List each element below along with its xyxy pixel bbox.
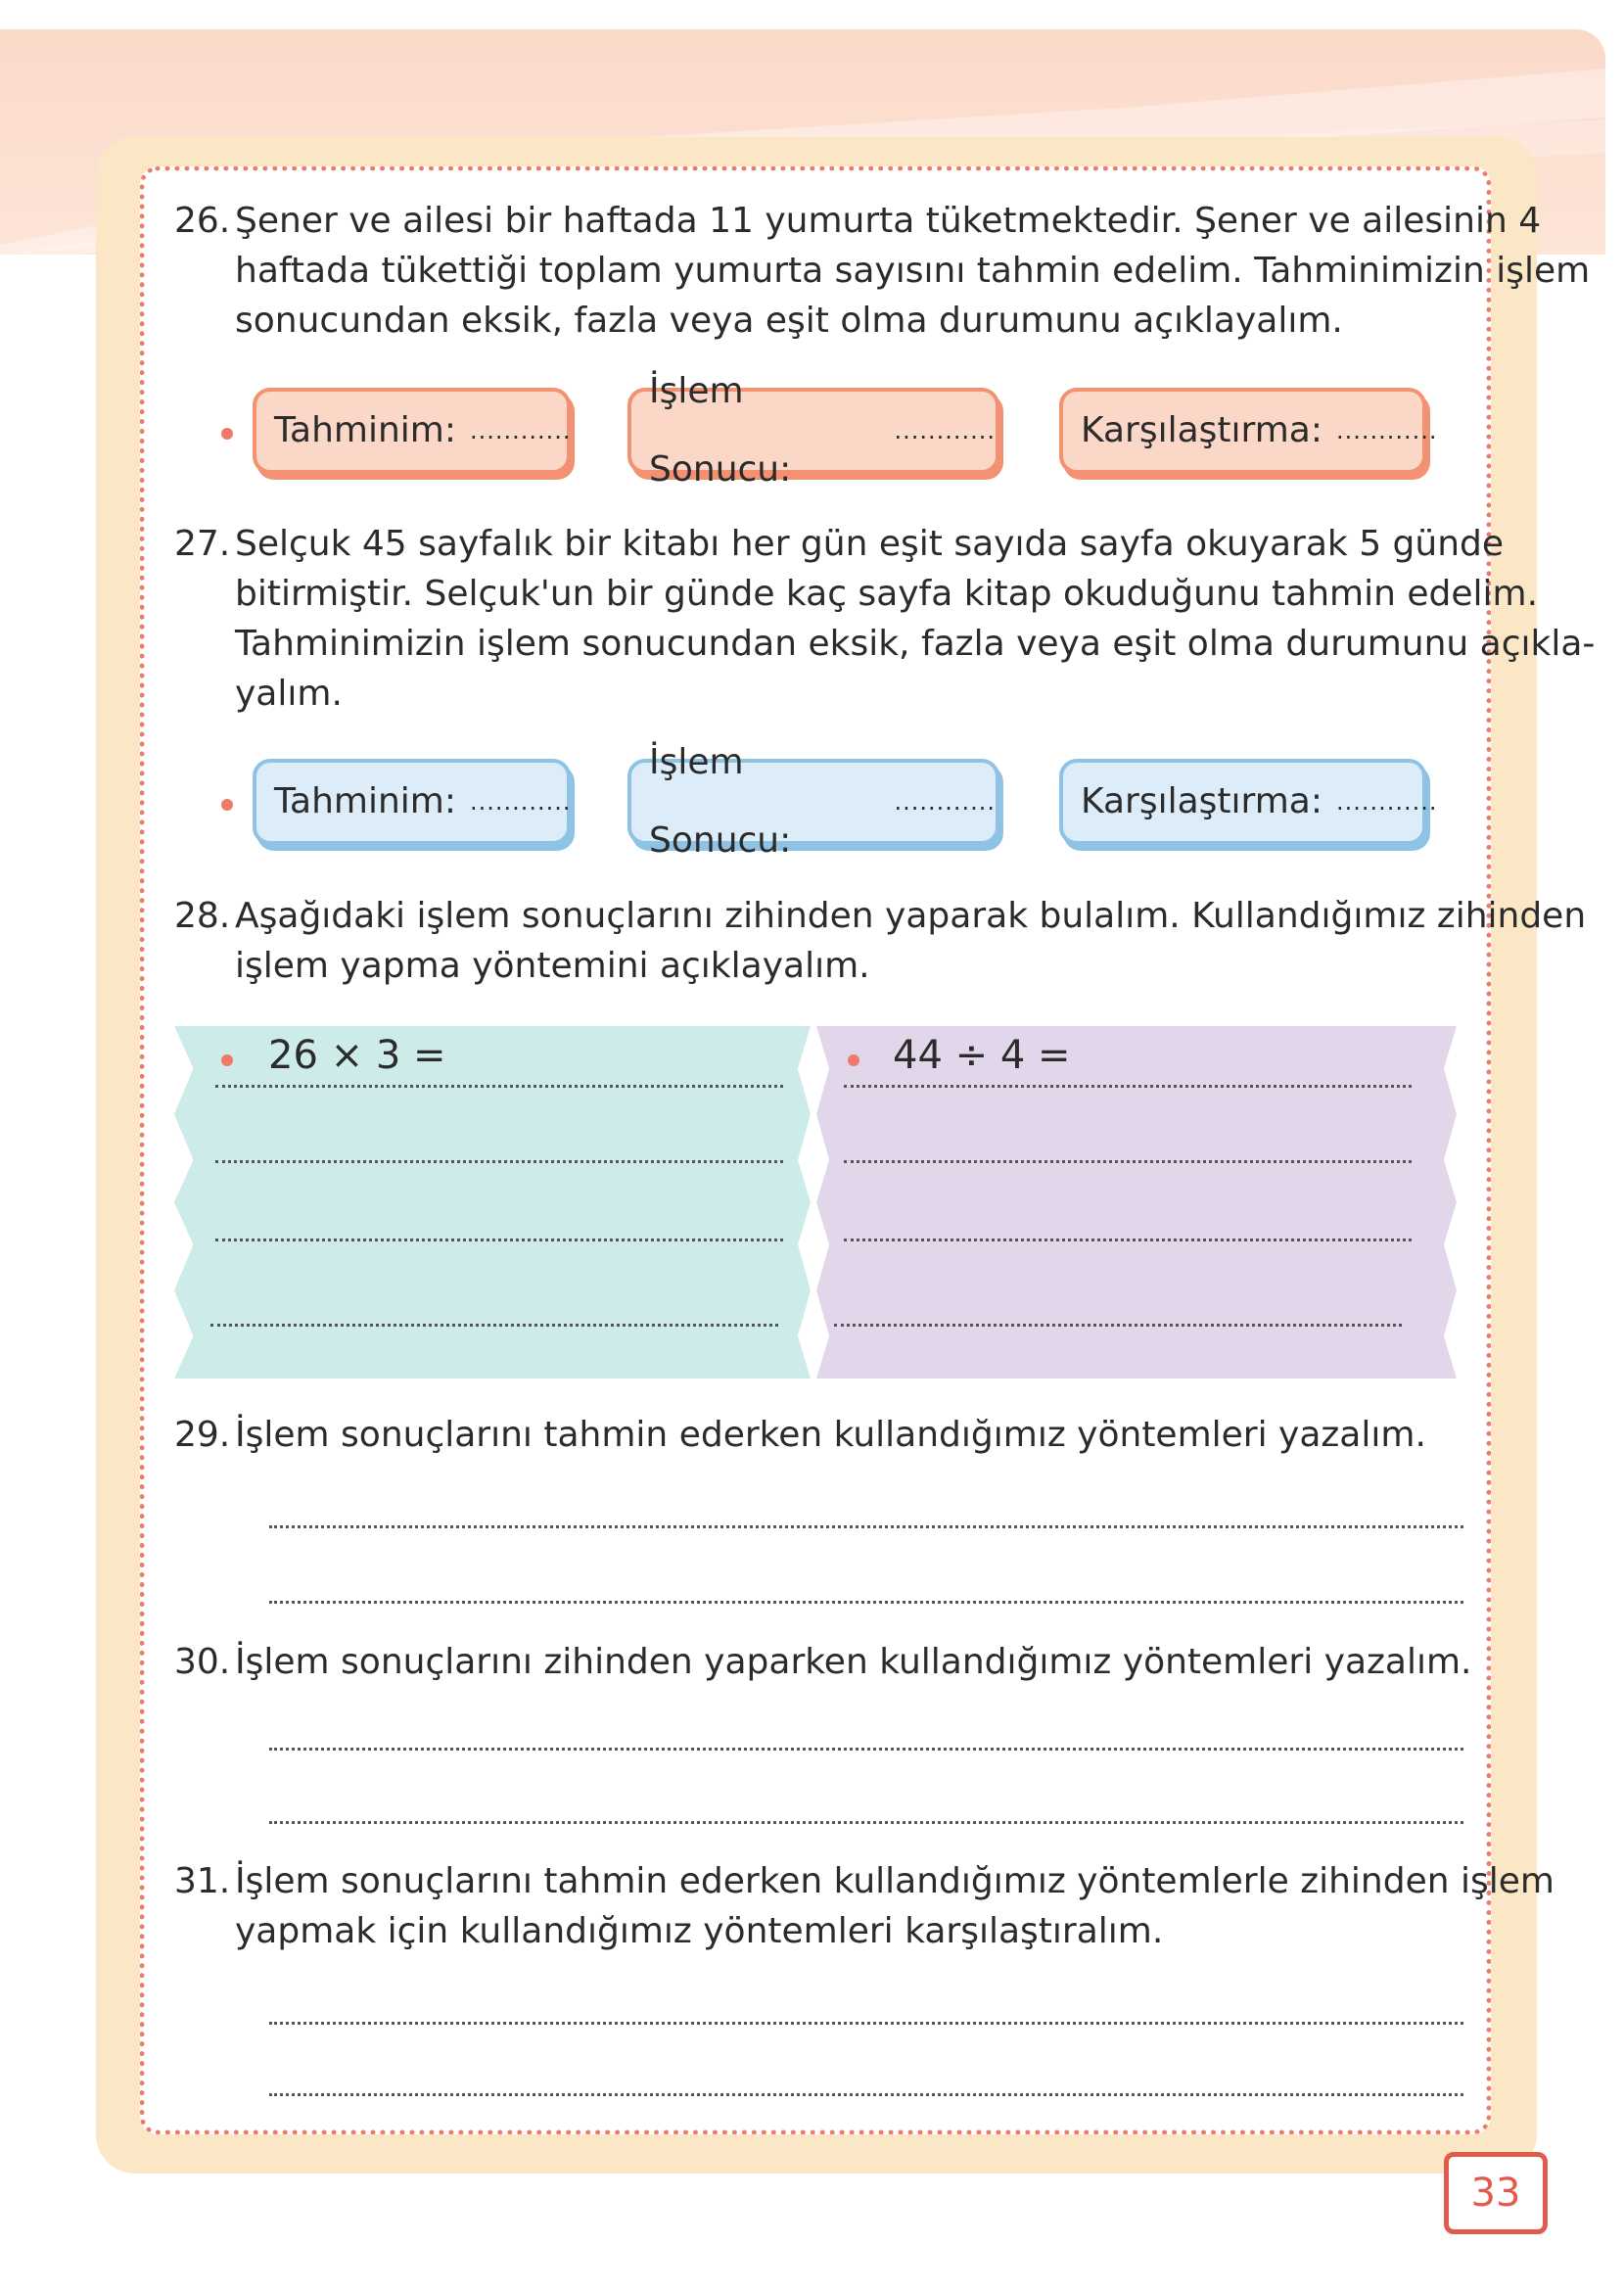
question-number: 30.	[174, 1642, 231, 1682]
expression-right: 44 ÷ 4 =	[893, 1033, 1071, 1078]
question-28: 28. Aşağıdaki işlem sonuçlarını zihinden yaparak bulalım. Kullandığımız zihinden işlem yapma yöntemini açıklayalım.	[174, 891, 1586, 991]
answer-line[interactable]	[210, 1324, 778, 1327]
question-number: 26.	[174, 201, 231, 241]
compare-box[interactable]: Karşılaştırma: ............	[1059, 388, 1426, 474]
question-26: 26. Şener ve ailesi bir haftada 11 yumurta tüketmektedir. Şener ve ailesinin 4 haftada tükettiği toplam yumurta sayısını tahmin edelim. Tahminimizin işlem sonucundan eksik, fazla veya eşit olma durumunu açıklayalım.	[174, 196, 1590, 346]
question-number: 28.	[174, 896, 231, 936]
answer-line[interactable]	[269, 2022, 1463, 2025]
compare-box[interactable]: Karşılaştırma: ............	[1059, 759, 1426, 845]
question-30: 30. İşlem sonuçlarını zihinden yaparken kullandığımız yöntemleri yazalım.	[174, 1637, 1471, 1687]
expression-left: 26 × 3 =	[268, 1033, 446, 1078]
bullet-icon	[221, 428, 233, 440]
question-31: 31. İşlem sonuçlarını tahmin ederken kullandığımız yöntemlerle zihinden işlem yapmak için kullandığımız yöntemleri karşılaştıralım.	[174, 1856, 1554, 1956]
estimate-box[interactable]: Tahminim: ............	[253, 388, 571, 474]
question-number: 27.	[174, 524, 231, 564]
result-box[interactable]: İşlem Sonucu: ............	[627, 759, 999, 845]
result-box[interactable]: İşlem Sonucu: ............	[627, 388, 999, 474]
question-27: 27. Selçuk 45 sayfalık bir kitabı her gün eşit sayıda sayfa okuyarak 5 günde bitirmiştir. Selçuk'un bir günde kaç sayfa kitap okuduğunu tahmin edelim. Tahminimizin işlem sonucundan eksik, fazla veya eşit olma durumunu açıkla- yalım.	[174, 519, 1595, 719]
answer-line[interactable]	[215, 1239, 783, 1241]
answer-line[interactable]	[269, 1525, 1463, 1528]
bullet-icon	[221, 799, 233, 811]
answer-line[interactable]	[215, 1085, 783, 1088]
question-number: 31.	[174, 1861, 231, 1901]
question-number: 29.	[174, 1415, 231, 1455]
answer-line[interactable]	[215, 1160, 783, 1163]
answer-line[interactable]	[834, 1324, 1402, 1327]
answer-line[interactable]	[269, 1821, 1463, 1824]
page-number: 33	[1444, 2152, 1548, 2234]
answer-line[interactable]	[844, 1160, 1412, 1163]
answer-line[interactable]	[844, 1239, 1412, 1241]
answer-line[interactable]	[269, 2093, 1463, 2096]
bullet-icon	[848, 1054, 859, 1066]
bullet-icon	[221, 1054, 233, 1066]
answer-line[interactable]	[269, 1748, 1463, 1751]
question-29: 29. İşlem sonuçlarını tahmin ederken kullandığımız yöntemleri yazalım.	[174, 1410, 1426, 1460]
answer-line[interactable]	[269, 1601, 1463, 1604]
estimate-box[interactable]: Tahminim: ............	[253, 759, 571, 845]
answer-line[interactable]	[844, 1085, 1412, 1088]
